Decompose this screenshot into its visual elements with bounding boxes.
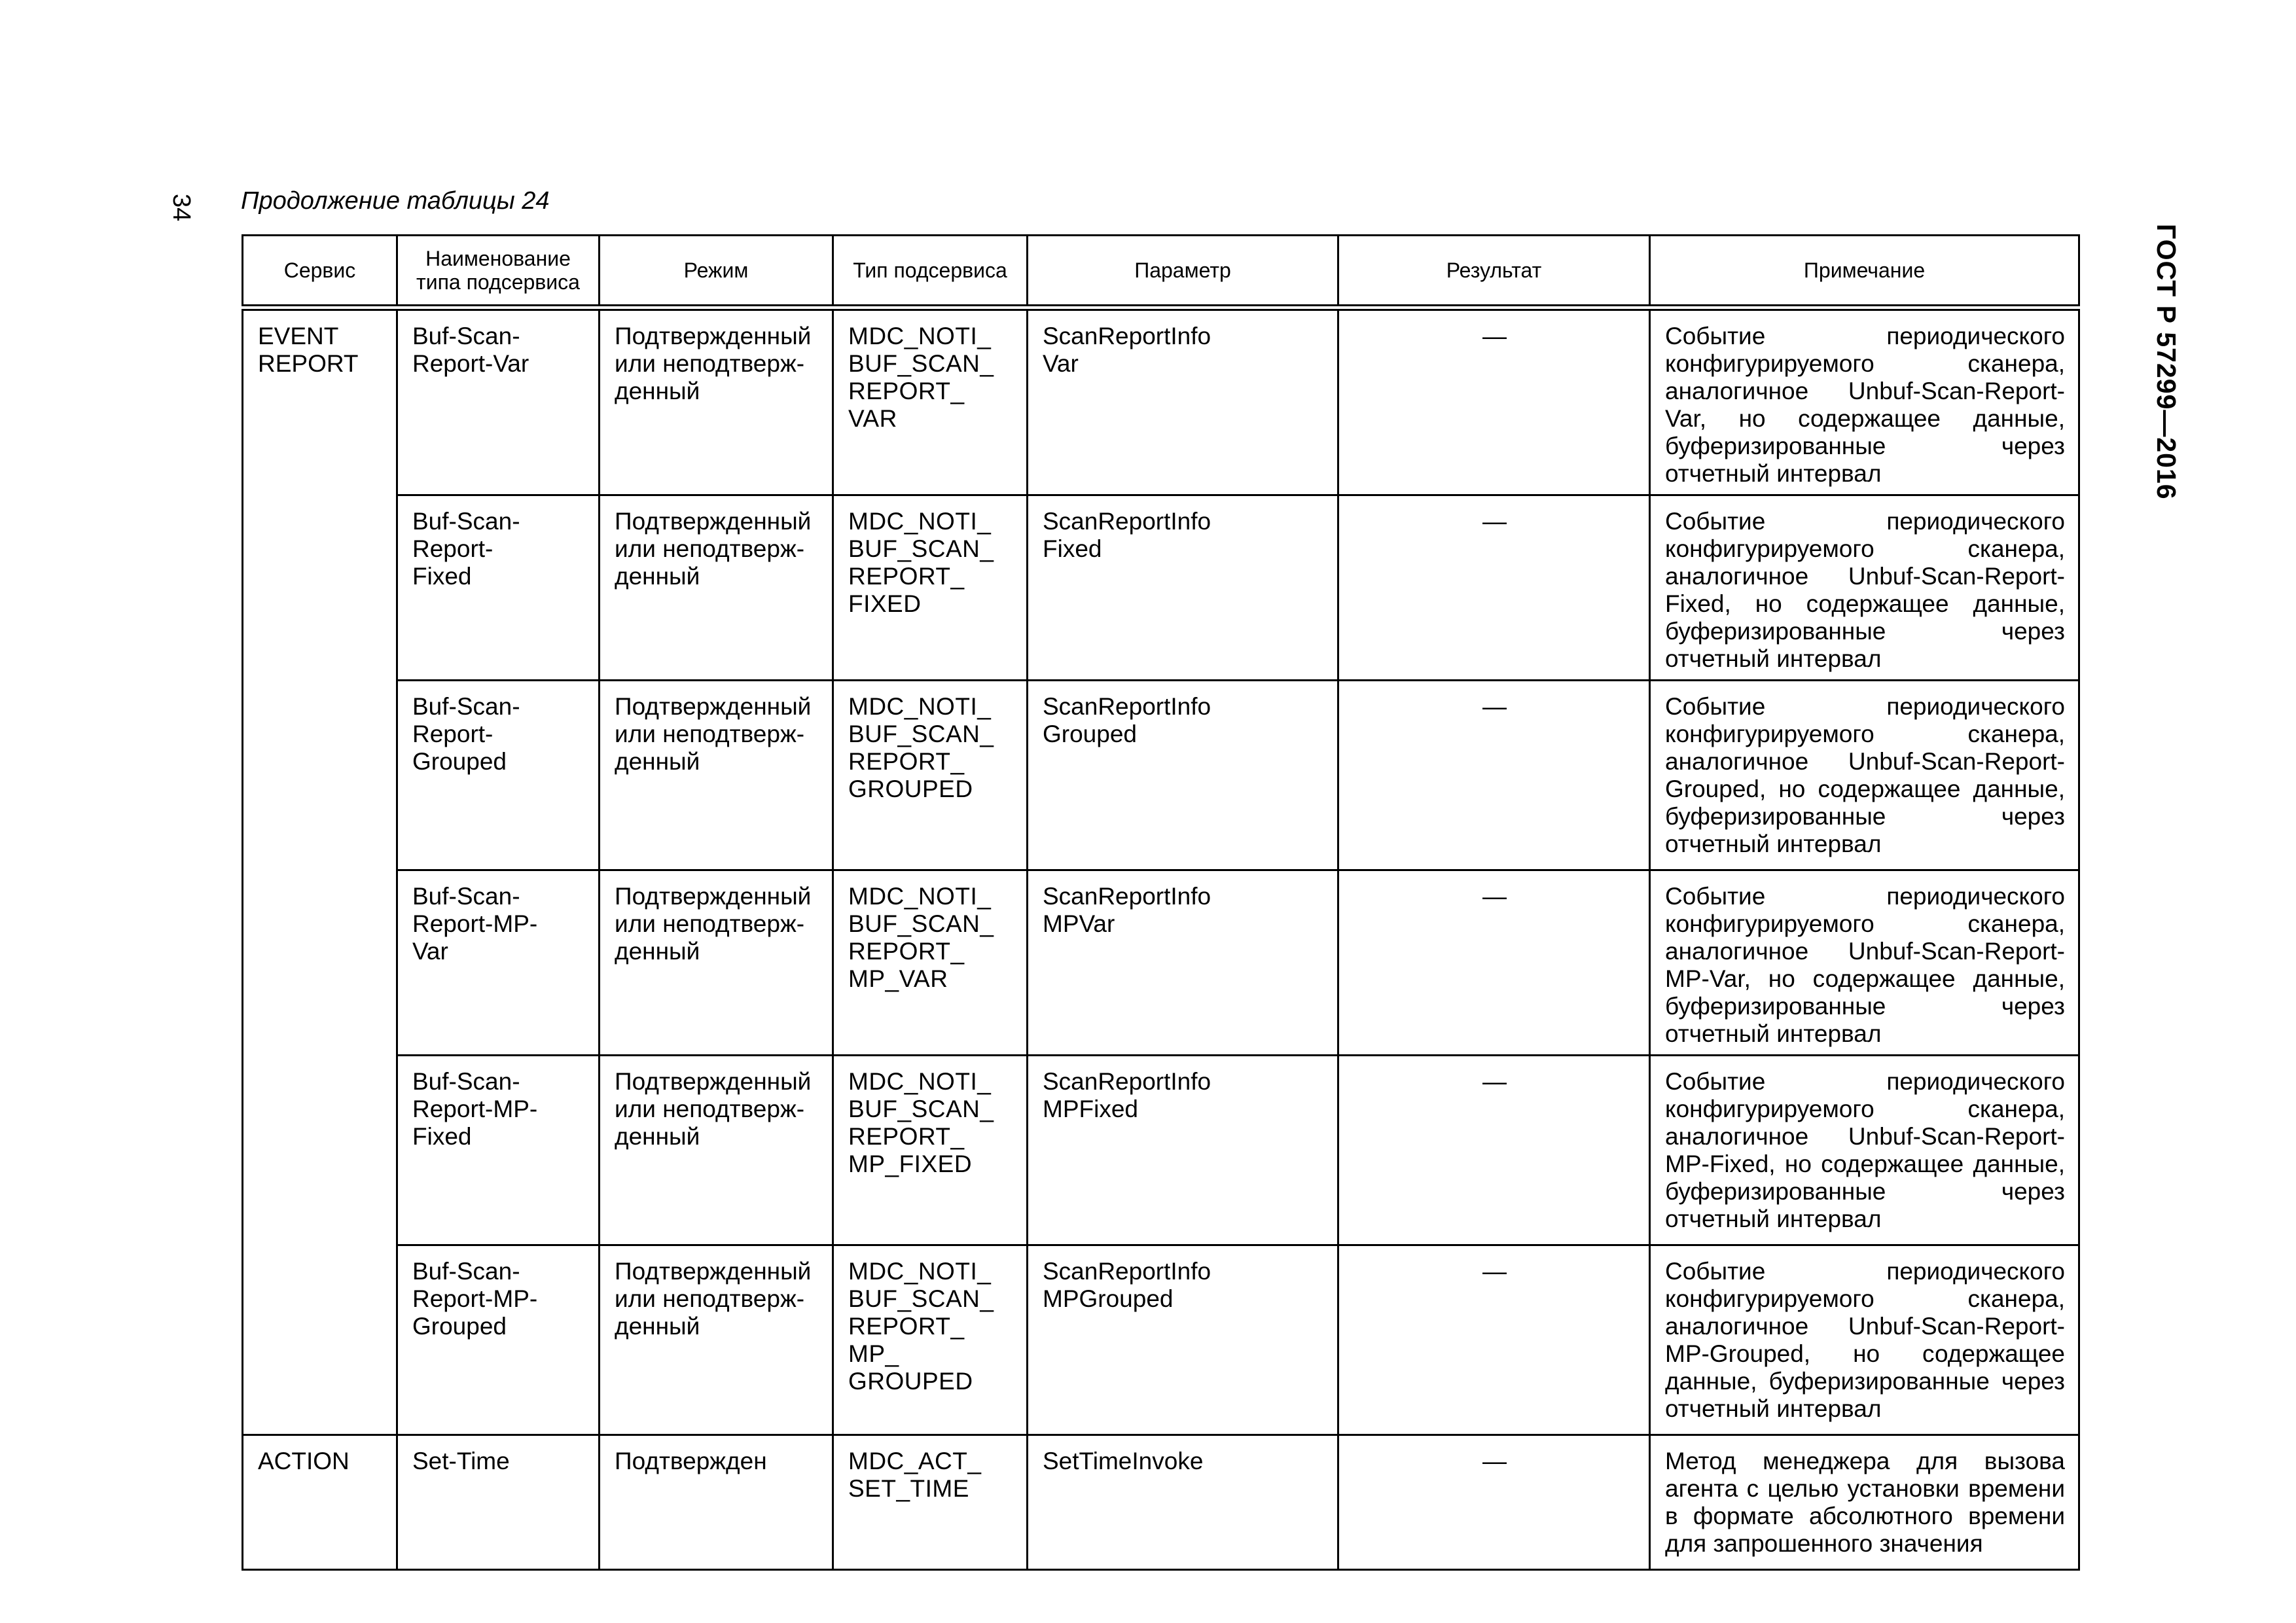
cell-parameter-line: Var [1043, 350, 1079, 377]
cell-subservice-type-line: MDC_NOTI_ [848, 1068, 992, 1095]
table-row [243, 1435, 2079, 1570]
cell-subservice-name-line: Fixed [412, 563, 472, 590]
cell-result: — [1338, 1245, 1650, 1435]
header-subservice-name: Наименование типа подсервиса [397, 236, 600, 308]
table-row [243, 1245, 2079, 1435]
cell-parameter-line: ScanReportInfo [1043, 883, 1211, 910]
cell-mode-line: денный [615, 1123, 700, 1150]
cell-mode-line: или неподтверж- [615, 350, 805, 377]
cell-result: — [1338, 681, 1650, 870]
cell-subservice-name-line: Set-Time [412, 1448, 510, 1474]
cell-mode-line: или неподтверж- [615, 721, 805, 747]
cell-parameter-line: ScanReportInfo [1043, 1068, 1211, 1095]
cell-parameter-line: MPFixed [1043, 1096, 1138, 1122]
cell-subservice-name-line: Var [412, 938, 448, 965]
cell-subservice-name-line: Buf-Scan- [412, 883, 520, 910]
cell-subservice-type [833, 1245, 1028, 1435]
cell-subservice-type-line: MDC_NOTI_ [848, 508, 992, 535]
cell-subservice-type-line: MDC_NOTI_ [848, 1258, 992, 1285]
cell-subservice-name-line: Report-MP- [412, 910, 538, 937]
cell-mode-line: Подтвержденный [615, 508, 812, 535]
cell-mode-line: Подтвержденный [615, 693, 812, 720]
cell-subservice-name-line: Report-Var [412, 350, 529, 377]
cell-parameter [1028, 1435, 1338, 1570]
cell-mode [600, 1435, 833, 1570]
cell-mode-line: или неподтверж- [615, 535, 805, 562]
cell-parameter [1028, 495, 1338, 681]
cell-mode-line: денный [615, 938, 700, 965]
cell-subservice-type-line: REPORT_ [848, 1313, 965, 1340]
cell-parameter [1028, 870, 1338, 1056]
cell-note: Событие периодического конфигурируемого сканера, аналогичное Unbuf-Scan-Report-MP-Grouped, но содержащее данные, буферизированные через отчетный интервал [1650, 1245, 2079, 1435]
cell-mode-line: или неподтверж- [615, 1096, 805, 1122]
header-service: Сервис [243, 236, 397, 308]
cell-parameter-line: MPGrouped [1043, 1285, 1174, 1312]
cell-mode-line: или неподтверж- [615, 1285, 805, 1312]
cell-note: Метод менеджера для вызова агента с целью установки времени в формате абсолютного времени для запрошенного значения [1650, 1435, 2079, 1570]
cell-subservice-name-line: Grouped [412, 748, 507, 775]
cell-subservice-name-line: Buf-Scan- [412, 1068, 520, 1095]
cell-subservice-name-line: Report- [412, 721, 493, 747]
cell-parameter [1028, 1245, 1338, 1435]
cell-subservice-name-line: Grouped [412, 1313, 507, 1340]
cell-subservice-type-line: BUF_SCAN_ [848, 350, 994, 377]
cell-subservice-type-line: SET_TIME [848, 1475, 969, 1502]
cell-subservice-type-line: GROUPED [848, 776, 973, 802]
cell-subservice-type-line: BUF_SCAN_ [848, 1285, 994, 1312]
cell-subservice-name [397, 870, 600, 1056]
cell-mode-line: денный [615, 378, 700, 404]
cell-mode [600, 308, 833, 495]
cell-parameter-line: ScanReportInfo [1043, 323, 1211, 349]
cell-subservice-type-line: MP_VAR [848, 965, 948, 992]
table-caption: Продолжение таблицы 24 [241, 187, 550, 215]
cell-parameter-line: Fixed [1043, 535, 1102, 562]
cell-subservice-type-line: BUF_SCAN_ [848, 535, 994, 562]
cell-subservice-name-line: Report-MP- [412, 1096, 538, 1122]
cell-subservice-type [833, 495, 1028, 681]
cell-mode [600, 681, 833, 870]
cell-subservice-type-line: GROUPED [848, 1368, 973, 1395]
cell-result: — [1338, 870, 1650, 1056]
cell-subservice-name-line: Buf-Scan- [412, 1258, 520, 1285]
cell-result: — [1338, 1056, 1650, 1245]
cell-mode-line: денный [615, 563, 700, 590]
cell-subservice-type-line: FIXED [848, 590, 922, 617]
cell-parameter [1028, 681, 1338, 870]
cell-result: — [1338, 308, 1650, 495]
cell-mode-line: Подтвержденный [615, 323, 812, 349]
cell-mode-line: или неподтверж- [615, 910, 805, 937]
cell-subservice-name-line: Report-MP- [412, 1285, 538, 1312]
cell-subservice-name-line: Buf-Scan- [412, 508, 520, 535]
data-table [242, 234, 2080, 1571]
cell-mode [600, 1245, 833, 1435]
cell-parameter-line: ScanReportInfo [1043, 508, 1211, 535]
cell-mode-line: денный [615, 1313, 700, 1340]
table-row [243, 495, 2079, 681]
table-row [243, 308, 2079, 495]
cell-mode [600, 870, 833, 1056]
cell-service: EVENT REPORT [243, 308, 397, 1435]
cell-subservice-type-line: BUF_SCAN_ [848, 1096, 994, 1122]
cell-subservice-type-line: MP_FIXED [848, 1150, 973, 1177]
cell-subservice-name [397, 308, 600, 495]
cell-subservice-name [397, 681, 600, 870]
standard-designation: ГОСТ Р 57299—2016 [2151, 224, 2181, 500]
cell-subservice-name [397, 495, 600, 681]
cell-subservice-name-line: Report- [412, 535, 493, 562]
cell-mode [600, 495, 833, 681]
cell-subservice-name-line: Fixed [412, 1123, 472, 1150]
cell-note: Событие периодического конфигурируемого сканера, аналогичное Unbuf-Scan-Report-Fixed, но содержащее данные, буферизированные через отчетный интервал [1650, 495, 2079, 681]
cell-subservice-type-line: REPORT_ [848, 563, 965, 590]
cell-subservice-type [833, 1056, 1028, 1245]
cell-note: Событие периодического конфигурируемого сканера, аналогичное Unbuf-Scan-Report-Grouped, но содержащее данные, буферизированные через отчетный интервал [1650, 681, 2079, 870]
cell-mode-line: Подтвержденный [615, 1258, 812, 1285]
table-row [243, 1056, 2079, 1245]
cell-parameter [1028, 1056, 1338, 1245]
table-row [243, 870, 2079, 1056]
header-result: Результат [1338, 236, 1650, 308]
cell-note: Событие периодического конфигурируемого сканера, аналогичное Unbuf-Scan-Report-Var, но содержащее данные, буферизированные через отчетный интервал [1650, 308, 2079, 495]
cell-parameter-line: Grouped [1043, 721, 1137, 747]
cell-mode-line: Подтвержденный [615, 1068, 812, 1095]
cell-subservice-type-line: MDC_NOTI_ [848, 323, 992, 349]
cell-subservice-type-line: REPORT_ [848, 748, 965, 775]
cell-subservice-type-line: REPORT_ [848, 938, 965, 965]
cell-subservice-type-line: MDC_NOTI_ [848, 883, 992, 910]
cell-mode-line: денный [615, 748, 700, 775]
cell-subservice-type [833, 681, 1028, 870]
cell-subservice-type [833, 1435, 1028, 1570]
cell-subservice-type-line: MDC_NOTI_ [848, 693, 992, 720]
cell-subservice-type-line: BUF_SCAN_ [848, 721, 994, 747]
cell-result: — [1338, 1435, 1650, 1570]
cell-subservice-type-line: VAR [848, 405, 897, 432]
header-row [243, 236, 2079, 308]
cell-service: ACTION [243, 1435, 397, 1570]
cell-subservice-type [833, 308, 1028, 495]
cell-subservice-type-line: REPORT_ [848, 378, 965, 404]
table-row [243, 681, 2079, 870]
cell-result: — [1338, 495, 1650, 681]
cell-parameter-line: SetTimeInvoke [1043, 1448, 1204, 1474]
header-note: Примечание [1650, 236, 2079, 308]
table-body [243, 308, 2079, 1570]
cell-subservice-type-line: MP_ [848, 1340, 899, 1367]
cell-note: Событие периодического конфигурируемого сканера, аналогичное Unbuf-Scan-Report-MP-Var, но содержащее данные, буферизированные через отчетный интервал [1650, 870, 2079, 1056]
cell-mode-line: Подтвержденный [615, 883, 812, 910]
cell-parameter-line: ScanReportInfo [1043, 1258, 1211, 1285]
page-number: 34 [168, 194, 195, 222]
cell-mode [600, 1056, 833, 1245]
cell-subservice-type-line: BUF_SCAN_ [848, 910, 994, 937]
cell-subservice-type-line: REPORT_ [848, 1123, 965, 1150]
cell-subservice-name [397, 1435, 600, 1570]
cell-note: Событие периодического конфигурируемого сканера, аналогичное Unbuf-Scan-Report-MP-Fixed, но содержащее данные, буферизированные через отчетный интервал [1650, 1056, 2079, 1245]
cell-subservice-type [833, 870, 1028, 1056]
cell-subservice-name [397, 1056, 600, 1245]
cell-subservice-name [397, 1245, 600, 1435]
header-mode: Режим [600, 236, 833, 308]
cell-mode-line: Подтвержден [615, 1448, 767, 1474]
cell-subservice-type-line: MDC_ACT_ [848, 1448, 982, 1474]
cell-parameter-line: MPVar [1043, 910, 1115, 937]
header-subservice-type: Тип подсервиса [833, 236, 1028, 308]
cell-parameter-line: ScanReportInfo [1043, 693, 1211, 720]
cell-parameter [1028, 308, 1338, 495]
cell-subservice-name-line: Buf-Scan- [412, 323, 520, 349]
header-parameter: Параметр [1028, 236, 1338, 308]
cell-subservice-name-line: Buf-Scan- [412, 693, 520, 720]
